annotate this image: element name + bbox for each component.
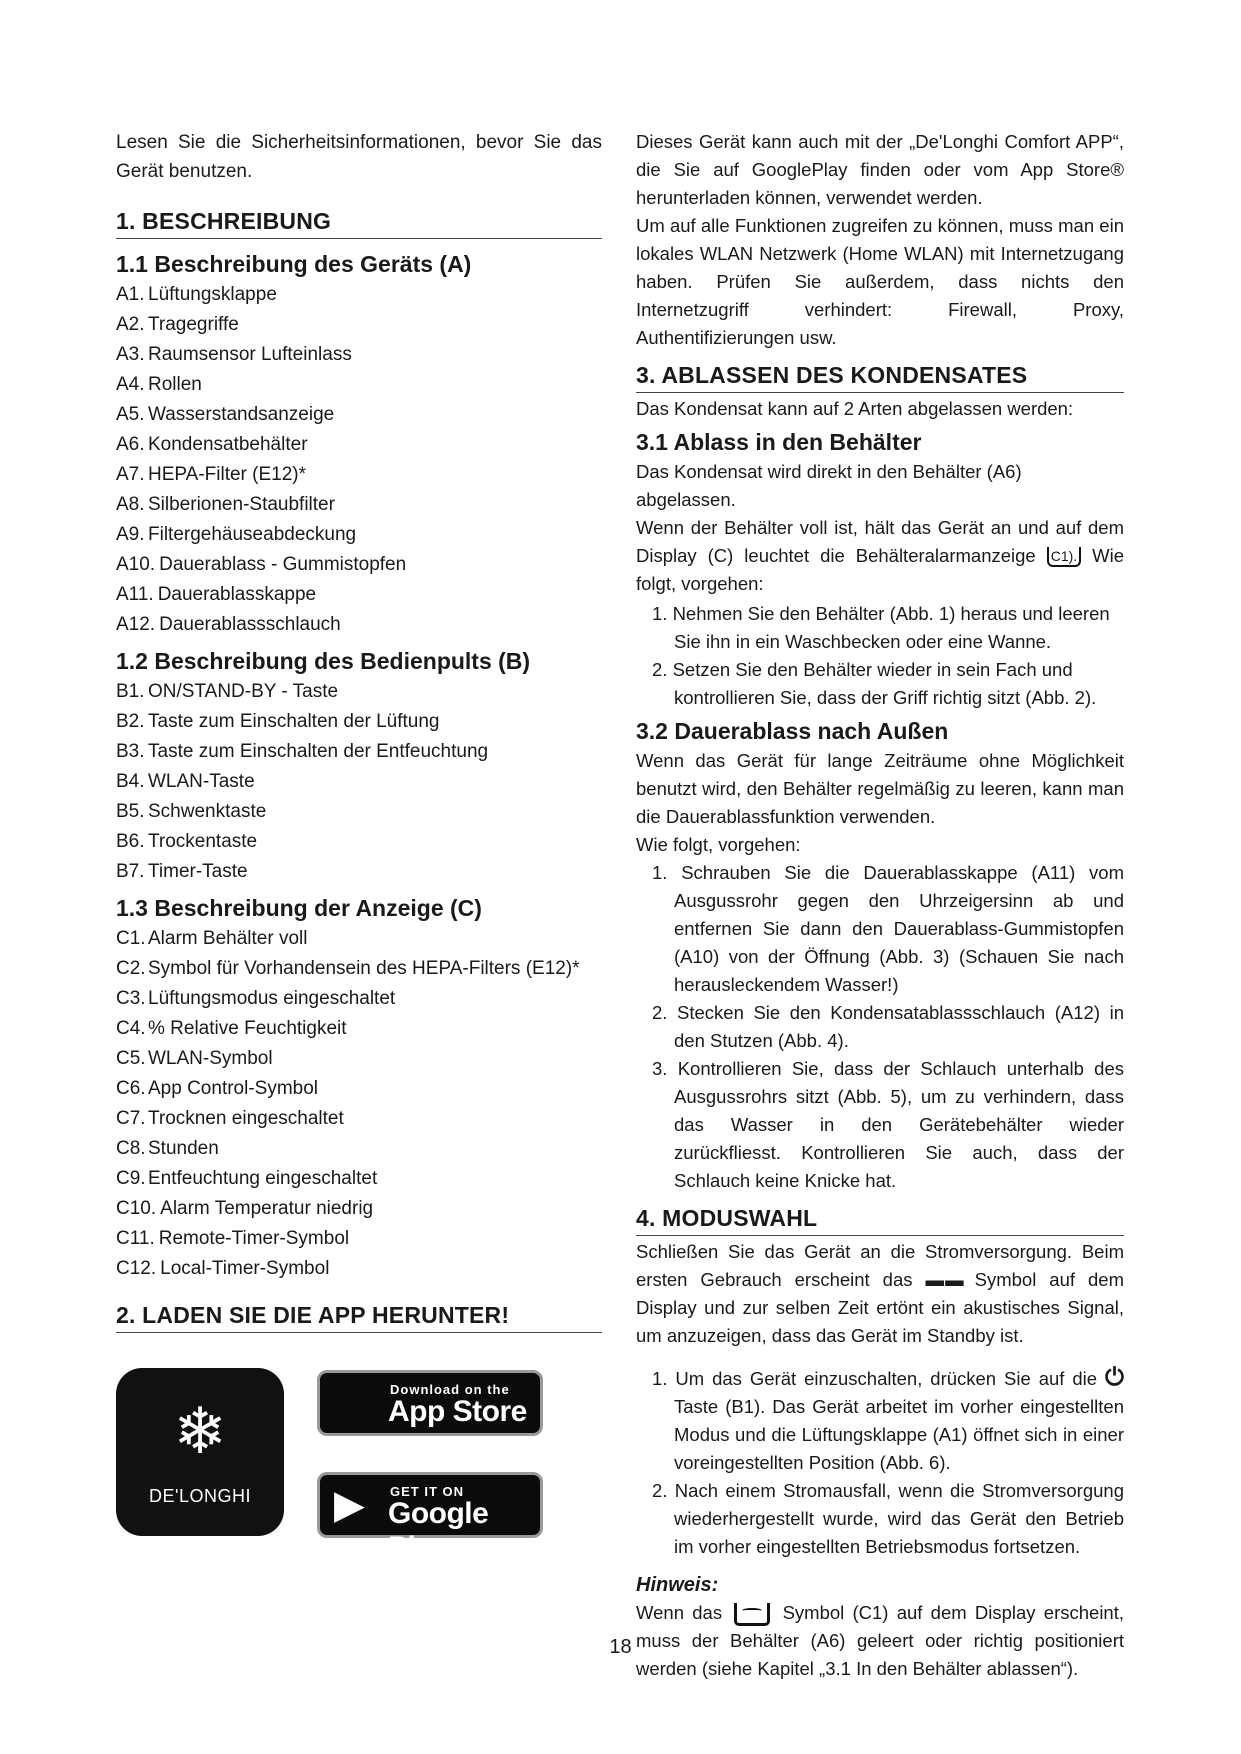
list-item: 2. Nach einem Stromausfall, wenn die Stromversorgung wiederhergestellt wurde, wird das Gerät den Betrieb im vorher eingestellten Betriebsmodus fortsetzen.: [652, 1480, 1124, 1557]
list-item: A4. Rollen: [116, 374, 202, 395]
list-item: A7. HEPA-Filter (E12)*: [116, 464, 307, 485]
list-item: A8. Silberionen-Staubfilter: [116, 494, 335, 515]
section-1-heading: 1. BESCHREIBUNG: [116, 208, 602, 239]
section-1-3-heading: 1.3 Beschreibung der Anzeige (C): [116, 895, 482, 921]
display-list: [116, 924, 602, 1284]
play-icon: ▶: [334, 1483, 365, 1527]
tank-icon: [734, 1603, 770, 1626]
app-brand-label: DE'LONGHI: [149, 1486, 251, 1506]
control-panel-list: [116, 677, 602, 887]
list-item: C9. Entfeuchtung eingeschaltet: [116, 1168, 378, 1189]
list-item: 3. Kontrollieren Sie, dass der Schlauch unterhalb des Ausgussrohrs sitzt (Abb. 5), um zu verhindern, dass das Wasser in den Gerätebehälter wieder zurückfliesst. Kontrollieren Sie auch, dass der Schlauch keine Knicke hat.: [652, 1058, 1124, 1191]
device-parts-list: [116, 280, 602, 640]
app-paragraph-1: Dieses Gerät kann auch mit der „De'Longhi Comfort APP“, die Sie auf GooglePlay finden oder vom App Store® herunterladen können, verwendet werden.: [636, 131, 1124, 208]
list-item: C3. Lüftungsmodus eingeschaltet: [116, 988, 396, 1009]
tank-full-icon: C1).: [1047, 547, 1081, 567]
list-item: C1. Alarm Behälter voll: [116, 928, 308, 949]
list-item: A5. Wasserstandsanzeige: [116, 404, 335, 425]
right-column: [636, 128, 1124, 1683]
list-item: C4. % Relative Feuchtigkeit: [116, 1018, 347, 1039]
section-3-1-p1: Das Kondensat wird direkt in den Behälter (A6) abgelassen.: [636, 461, 1022, 510]
section-1-2-heading: 1.2 Beschreibung des Bedienpults (B): [116, 648, 531, 674]
list-item: A10. Dauerablass - Gummistopfen: [116, 554, 407, 575]
google-play-badge[interactable]: ▶ GET IT ON Google Play: [317, 1472, 543, 1538]
list-item: B6. Trockentaste: [116, 831, 258, 852]
list-item: 1. Schrauben Sie die Dauerablasskappe (A11) vom Ausgussrohr gegen den Uhrzeigersinn ab und entfernen Sie dann den Dauerablass-Gummistopfen (A10) von der Öffnung (Abb. 3) (Schauen Sie nach herausleckendem Wasser!): [652, 862, 1124, 995]
list-item: 2. Setzen Sie den Behälter wieder in sein Fach und kontrollieren Sie, dass der Griff richtig sitzt (Abb. 2).: [652, 659, 1097, 708]
list-item: B3. Taste zum Einschalten der Entfeuchtung: [116, 741, 489, 762]
list-item: B2. Taste zum Einschalten der Lüftung: [116, 711, 440, 732]
section-2-heading: 2. LADEN SIE DIE APP HERUNTER!: [116, 1302, 602, 1333]
list-item: A2. Tragegriffe: [116, 314, 239, 335]
snowflake-icon: ❄: [173, 1395, 227, 1467]
page-number: 18: [609, 1636, 632, 1658]
list-item: B7. Timer-Taste: [116, 861, 248, 882]
section-1-1-heading: 1.1 Beschreibung des Geräts (A): [116, 251, 472, 277]
list-item: C11. Remote-Timer-Symbol: [116, 1228, 350, 1249]
note-text: Wenn das Symbol (C1) auf dem Display erscheint, muss der Behälter (A6) geleert oder richtig positioniert werden (siehe Kapitel „3.1 In den Behälter ablassen“).: [636, 1602, 1124, 1679]
list-item: 2. Stecken Sie den Kondensatablassschlauch (A12) in den Stutzen (Abb. 4).: [652, 1002, 1124, 1051]
section-3-intro: Das Kondensat kann auf 2 Arten abgelassen werden:: [636, 398, 1074, 419]
power-icon: ⏻: [1105, 1364, 1124, 1391]
app-store-badge[interactable]: Download on the App Store: [317, 1370, 543, 1436]
list-item: A11. Dauerablasskappe: [116, 584, 317, 605]
app-paragraph-2: Um auf alle Funktionen zugreifen zu können, muss man ein lokales WLAN Netzwerk (Home WLAN) mit Internetzugang haben. Prüfen Sie außerdem, dass nichts den Internetzugriff verhindert: Firewall, Proxy, Authentifizierungen usw.: [636, 215, 1124, 348]
section-3-1-heading: 3.1 Ablass in den Behälter: [636, 429, 922, 455]
section-3-2-p1: Wenn das Gerät für lange Zeiträume ohne Möglichkeit benutzt wird, den Behälter regelmäßig zu leeren, kann man die Dauerablassfunktion verwenden.: [636, 750, 1124, 827]
list-item: A3. Raumsensor Lufteinlass: [116, 344, 352, 365]
list-item: B4. WLAN-Taste: [116, 771, 255, 792]
section-4-p1: Schließen Sie das Gerät an die Stromversorgung. Beim ersten Gebrauch erscheint das ▬ ▬ Symbol auf dem Display und zur selben Zeit ertönt ein akustisches Signal, um anzuzeigen, dass das Gerät im Standby ist.: [636, 1241, 1124, 1346]
delonghi-app-icon[interactable]: [116, 1368, 284, 1536]
section-3-1-p2: Wenn der Behälter voll ist, hält das Gerät an und auf dem Display (C) leuchtet die Behälteralarmanzeige C1). Wie folgt, vorgehen:: [636, 517, 1125, 594]
standby-dashes-icon: ▬ ▬: [925, 1269, 962, 1290]
list-item: C7. Trocknen eingeschaltet: [116, 1108, 344, 1129]
list-item: C10. Alarm Temperatur niedrig: [116, 1198, 374, 1219]
list-item: 1. Um das Gerät einzuschalten, drücken Sie auf die ⏻ Taste (B1). Das Gerät arbeitet im vorher eingestellten Modus und die Lüftungsklappe (A1) öffnet sich in einer voreingestellten Position (Abb. 6).: [652, 1364, 1124, 1473]
section-3-2-heading: 3.2 Dauerablass nach Außen: [636, 718, 949, 744]
section-4-heading: 4. MODUSWAHL: [636, 1205, 1124, 1236]
list-item: B5. Schwenktaste: [116, 801, 267, 822]
section-3-2-p2: Wie folgt, vorgehen:: [636, 834, 801, 855]
list-item: B1. ON/STAND-BY - Taste: [116, 681, 339, 702]
list-item: A6. Kondensatbehälter: [116, 434, 308, 455]
intro-text: Lesen Sie die Sicherheitsinformationen, bevor Sie das Gerät benutzen.: [116, 132, 602, 182]
section-3-heading: 3. ABLASSEN DES KONDENSATES: [636, 362, 1124, 393]
list-item: 1. Nehmen Sie den Behälter (Abb. 1) heraus und leeren Sie ihn in ein Waschbecken oder eine Wanne.: [652, 603, 1110, 652]
list-item: A1. Lüftungsklappe: [116, 284, 277, 305]
list-item: A9. Filtergehäuseabdeckung: [116, 524, 357, 545]
list-item: C8. Stunden: [116, 1138, 219, 1159]
note-title: Hinweis:: [636, 1574, 719, 1596]
left-column: [116, 128, 602, 1333]
list-item: C2. Symbol für Vorhandensein des HEPA-Filters (E12)*: [116, 958, 580, 979]
list-item: C12. Local-Timer-Symbol: [116, 1258, 330, 1279]
list-item: A12. Dauerablassschlauch: [116, 614, 341, 635]
list-item: C6. App Control-Symbol: [116, 1078, 319, 1099]
list-item: C5. WLAN-Symbol: [116, 1048, 273, 1069]
